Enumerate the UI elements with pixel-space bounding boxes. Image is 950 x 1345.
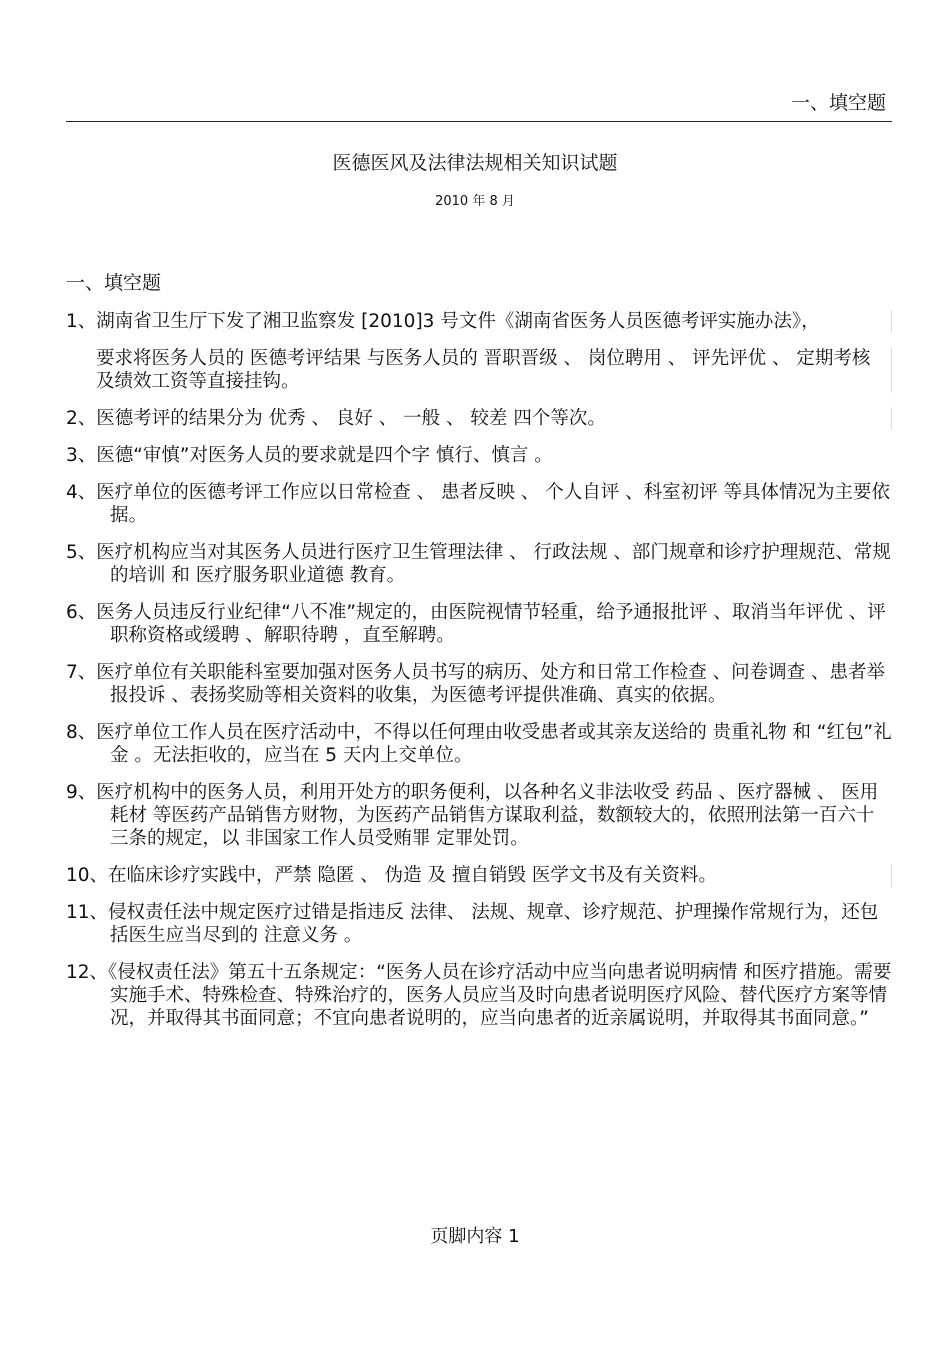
question-7: 7、医疗单位有关职能科室要加强对医务人员书写的病历、处方和日常工作检查 、问卷调查 、患者举报投诉 、表扬奖励等相关资料的收集，为医德考评提供准确、真实的依据。: [66, 662, 886, 706]
section-heading: 一、填空题: [66, 272, 162, 294]
question-11: 11、侵权责任法中规定医疗过错是指违反 法律、 法规、规章、诊疗规范、护理操作常规行为，还包括医生应当尽到的 注意义务 。: [66, 902, 879, 946]
question-12: 12、《侵权责任法》第五十五条规定：“医务人员在诊疗活动中应当向患者说明病情 和医疗措施。需要实施手术、特殊检查、特殊治疗的，医务人员应当及时向患者说明医疗风险、替代医疗方案等情况，并取得其书面同意；不宜向患者说明的，应当向患者的近亲属说明，并取得其书面同意。”: [66, 962, 892, 1029]
question-9: 9、医疗机构中的医务人员，利用开处方的职务便利，以各种名义非法收受 药品 、医疗器械 、 医用耗材 等医药产品销售方财物，为医药产品销售方谋取利益，数额较大的，依照刑法第一百六十三条的规定，以 非国家工作人员受贿罪 定罪处罚。: [66, 782, 879, 849]
question-1: 1、湖南省卫生厅下发了湘卫监察发 [2010]3 号文件《湖南省医务人员医德考评实施办法》，: [66, 310, 892, 333]
question-10: 10、在临床诊疗实践中，严禁 隐匿 、 伪造 及 擅自销毁 医学文书及有关资料。: [66, 864, 892, 887]
question-3: 3、医德“审慎”对医务人员的要求就是四个字 慎行、慎言 。: [66, 445, 553, 466]
header-rule: [66, 121, 892, 122]
question-1-continued: 要求将医务人员的 医德考评结果 与医务人员的 晋职晋级 、 岗位聘用 、 评先评优 、 定期考核 及绩效工资等直接挂钩。: [96, 347, 892, 393]
question-8: 8、医疗单位工作人员在医疗活动中，不得以任何理由收受患者或其亲友送给的 贵重礼物 和 “红包”礼金 。无法拒收的，应当在 5 天内上交单位。: [66, 722, 892, 766]
document-date: 2010 年 8 月: [435, 194, 515, 209]
question-5: 5、医疗机构应当对其医务人员进行医疗卫生管理法律 、 行政法规 、部门规章和诊疗护理规范、常规的培训 和 医疗服务职业道德 教育。: [66, 542, 891, 586]
question-2: 2、医德考评的结果分为 优秀 、 良好 、 一般 、 较差 四个等次。: [66, 407, 892, 430]
page-footer: 页脚内容 1: [430, 1226, 520, 1247]
document-title: 医德医风及法律法规相关知识试题: [332, 152, 618, 174]
question-6: 6、医务人员违反行业纪律“八不准”规定的，由医院视情节轻重，给予通报批评 、取消当年评优 、评职称资格或缓聘 、解职待聘 ，直至解聘。: [66, 602, 886, 646]
question-4: 4、医疗单位的医德考评工作应以日常检查 、 患者反映 、 个人自评 、科室初评 等具体情况为主要依据。: [66, 482, 891, 526]
question-list: [66, 310, 892, 1044]
header-section-label: 一、填空题: [790, 92, 886, 114]
